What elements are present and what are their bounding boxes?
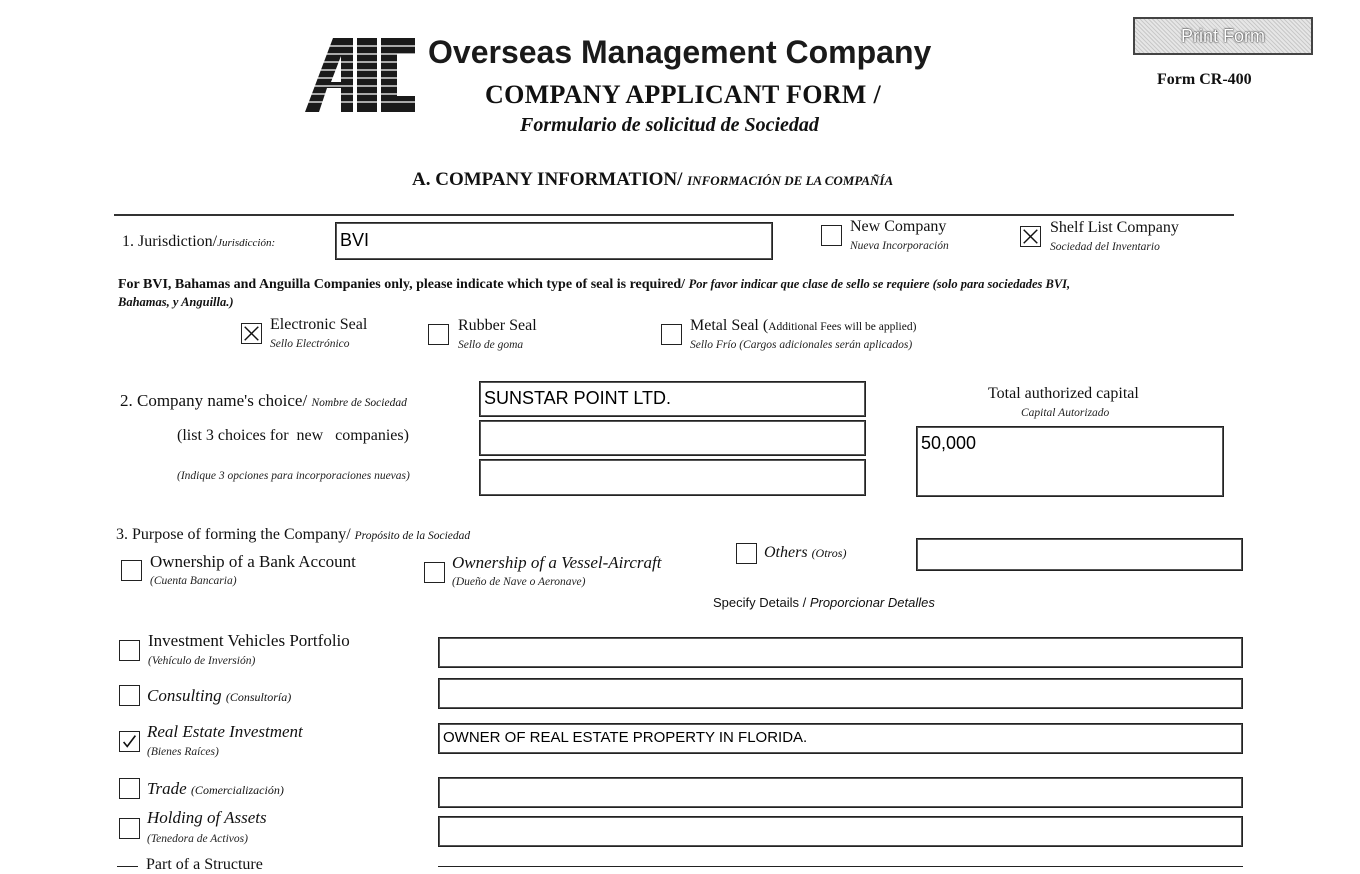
metal-seal-sub: Sello Frío (Cargos adicionales serán aplicados) [690,339,913,351]
real-estate-detail-field[interactable]: OWNER OF REAL ESTATE PROPERTY IN FLORIDA. [438,723,1243,754]
trade-detail-field[interactable] [438,777,1243,808]
metal-seal-label-en: Metal Seal ( [690,317,769,334]
consulting-label-es: (Consultoría) [225,690,292,704]
consulting-label [147,686,291,706]
shelf-company-sub: Sociedad del Inventario [1050,241,1160,253]
others-label-en: Others [764,544,808,561]
real-estate-sub: (Bienes Raíces) [147,746,219,758]
company-name-choice-2[interactable] [479,420,866,456]
form-title: COMPANY APPLICANT FORM / [485,80,881,109]
print-form-button[interactable]: Print Form [1133,17,1313,55]
metal-seal-fee: Additional Fees will be applied) [768,321,917,333]
trade-label-es: (Comercialización) [190,783,284,797]
jurisdiction-label [122,233,275,251]
structure-checkbox-edge[interactable] [117,866,138,871]
metal-seal-label [690,317,916,335]
checkbox-x-mark [1021,227,1040,246]
electronic-seal-label: Electronic Seal [270,316,368,333]
capital-label: Total authorized capital [988,385,1139,402]
section-divider [114,214,1234,216]
trade-label-en: Trade [147,779,187,798]
holding-detail-field[interactable] [438,816,1243,847]
rubber-seal-checkbox[interactable] [428,324,449,345]
omc-logo [303,36,417,114]
company-name-hint: (list 3 choices for new companies) [177,427,409,444]
company-name-choice-3[interactable] [479,459,866,496]
electronic-seal-sub: Sello Electrónico [270,338,350,350]
capital-label-es: Capital Autorizado [1021,407,1110,419]
vessel-aircraft-label: Ownership of a Vessel-Aircraft [452,553,662,572]
electronic-seal-checkbox[interactable] [241,323,262,344]
jurisdiction-label-en: 1. Jurisdiction/ [122,233,218,250]
investment-label: Investment Vehicles Portfolio [148,631,350,650]
bank-account-checkbox[interactable] [121,560,142,581]
structure-label: Part of a Structure [146,856,263,873]
vessel-aircraft-checkbox[interactable] [424,562,445,583]
vessel-aircraft-sub: (Dueño de Nave o Aeronave) [452,576,586,588]
seal-note-es-cont: Bahamas, y Anguilla.) [118,295,234,309]
seal-note-en: For BVI, Bahamas and Anguilla Companies only, please indicate which type of seal is required/ [118,277,686,292]
specify-details-en: Specify Details / [713,595,807,610]
purpose-label-en: 3. Purpose of forming the Company/ [116,526,351,543]
shelf-company-checkbox[interactable] [1020,226,1041,247]
company-name-heading: Overseas Management Company [428,34,932,70]
metal-seal-checkbox[interactable] [661,324,682,345]
purpose-label [116,526,470,544]
others-field[interactable] [916,538,1243,571]
investment-sub: (Vehículo de Inversión) [148,655,256,667]
others-label-es: (Otros) [811,546,847,560]
consulting-label-en: Consulting [147,686,222,705]
bank-account-sub: (Cuenta Bancaria) [150,575,237,587]
specify-details-label [713,595,935,610]
section-a-title [412,169,893,191]
rubber-seal-sub: Sello de goma [458,339,524,351]
real-estate-label: Real Estate Investment [147,722,303,741]
trade-label [147,779,284,799]
new-company-sub: Nueva Incorporación [850,240,949,252]
purpose-label-es: Propósito de la Sociedad [354,530,471,542]
checkbox-x-mark [242,324,261,343]
form-code: Form CR-400 [1157,71,1252,88]
form-title-es: Formulario de solicitud de Sociedad [520,114,819,136]
company-name-label-en: 2. Company name's choice/ [120,391,308,410]
holding-label: Holding of Assets [147,808,267,827]
company-name-label-es: Nombre de Sociedad [311,397,407,409]
jurisdiction-label-es: Jurisdicción: [217,237,276,249]
trade-checkbox[interactable] [119,778,140,799]
section-a-title-en: A. COMPANY INFORMATION/ [412,169,683,190]
company-name-hint-es: (Indique 3 opciones para incorporaciones nuevas) [177,470,410,482]
holding-sub: (Tenedora de Activos) [147,833,248,845]
shelf-company-label: Shelf List Company [1050,219,1179,236]
real-estate-checkbox[interactable] [119,731,140,752]
specify-details-es: Proporcionar Detalles [809,595,935,610]
investment-detail-field[interactable] [438,637,1243,668]
seal-note-es: Por favor indicar que clase de sello se requiere (solo para sociedades BVI, [688,277,1071,291]
section-a-title-es: INFORMACIÓN DE LA COMPAÑÍA [687,173,894,188]
consulting-detail-field[interactable] [438,678,1243,709]
rubber-seal-label: Rubber Seal [458,317,537,334]
jurisdiction-field[interactable]: BVI [335,222,773,260]
checkmark-icon [120,732,139,751]
new-company-label: New Company [850,218,947,235]
bank-account-label: Ownership of a Bank Account [150,552,356,571]
consulting-checkbox[interactable] [119,685,140,706]
company-name-label [120,391,407,411]
seal-note [118,277,1070,293]
others-label [764,544,846,562]
company-name-choice-1[interactable]: SUNSTAR POINT LTD. [479,381,866,417]
capital-field[interactable]: 50,000 [916,426,1224,497]
investment-checkbox[interactable] [119,640,140,661]
new-company-checkbox[interactable] [821,225,842,246]
others-checkbox[interactable] [736,543,757,564]
structure-detail-edge[interactable] [438,866,1243,871]
holding-checkbox[interactable] [119,818,140,839]
